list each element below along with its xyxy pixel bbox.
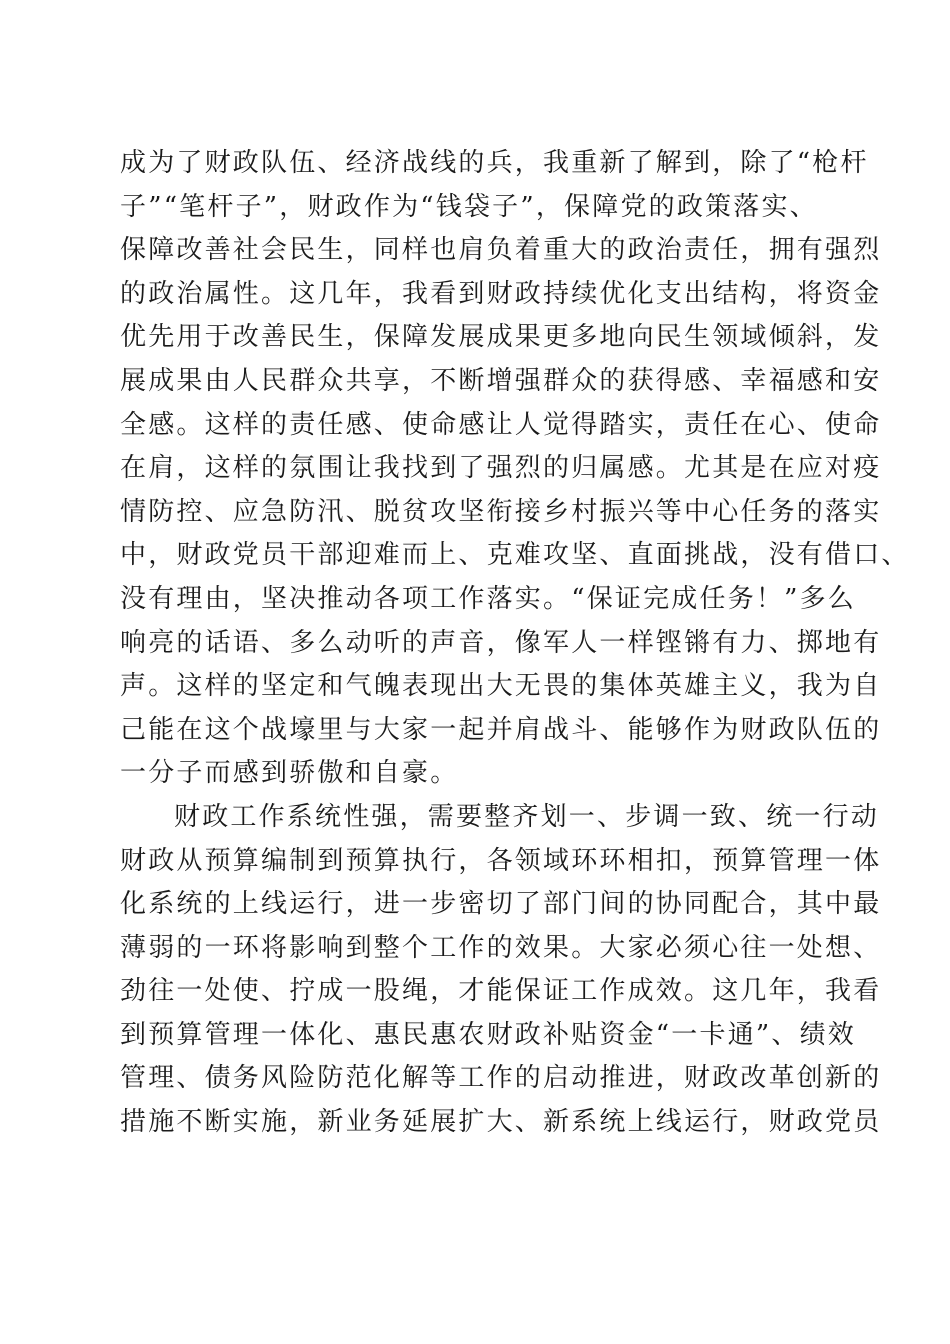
text-line: 财政工作系统性强，需要整齐划一、步调一致、统一行动: [174, 801, 880, 832]
text-line: 财政从预算编制到预算执行，各领域环环相扣，预算管理一体: [120, 845, 882, 876]
text-line: 薄弱的一环将影响到整个工作的效果。大家必须心往一处想、: [120, 932, 882, 963]
text-line: 化系统的上线运行，进一步密切了部门间的协同配合，其中最: [120, 889, 882, 920]
text-line: 情防控、应急防汛、脱贫攻坚衔接乡村振兴等中心任务的落实: [120, 496, 882, 527]
text-line: 的政治属性。这几年，我看到财政持续优化支出结构，将资金: [120, 278, 882, 309]
text-line: 措施不断实施，新业务延展扩大、新系统上线运行，财政党员: [120, 1107, 882, 1138]
text-line: 全感。这样的责任感、使命感让人觉得踏实，责任在心、使命: [120, 409, 882, 440]
text-line: 优先用于改善民生，保障发展成果更多地向民生领域倾斜，发: [120, 322, 882, 353]
paragraph-1: [120, 142, 910, 796]
paragraph-2: [120, 796, 882, 1145]
document-body: [120, 142, 910, 1145]
text-line: 成为了财政队伍、经济战线的兵，我重新了解到，除了“枪杆: [120, 148, 869, 178]
text-line: 中，财政党员干部迎难而上、克难攻坚、直面挑战，没有借口、: [120, 540, 910, 571]
text-line: 声。这样的坚定和气魄表现出大无畏的集体英雄主义，我为自: [120, 671, 882, 702]
text-line: 展成果由人民群众共享，不断增强群众的获得感、幸福感和安: [120, 365, 882, 396]
text-line: 一分子而感到骄傲和自豪。: [120, 758, 459, 789]
text-line: 己能在这个战壕里与大家一起并肩战斗、能够作为财政队伍的: [120, 714, 882, 745]
text-line: 到预算管理一体化、惠民惠农财政补贴资金“一卡通”、绩效: [120, 1019, 856, 1050]
text-line: 在肩，这样的氛围让我找到了强烈的归属感。尤其是在应对疫: [120, 453, 882, 484]
text-line: 子”“笔杆子”，财政作为“钱袋子”，保障党的政策落实、: [120, 191, 818, 222]
text-line: 响亮的话语、多么动听的声音，像军人一样铿锵有力、掷地有: [120, 627, 882, 658]
text-line: 劲往一处使、拧成一股绳，才能保证工作成效。这几年，我看: [120, 976, 882, 1007]
text-line: 管理、债务风险防范化解等工作的启动推进，财政改革创新的: [120, 1063, 882, 1094]
text-line: 没有理由，坚决推动各项工作落实。“保证完成任务！”多么: [120, 583, 856, 614]
text-line: 保障改善社会民生，同样也肩负着重大的政治责任，拥有强烈: [120, 235, 882, 266]
